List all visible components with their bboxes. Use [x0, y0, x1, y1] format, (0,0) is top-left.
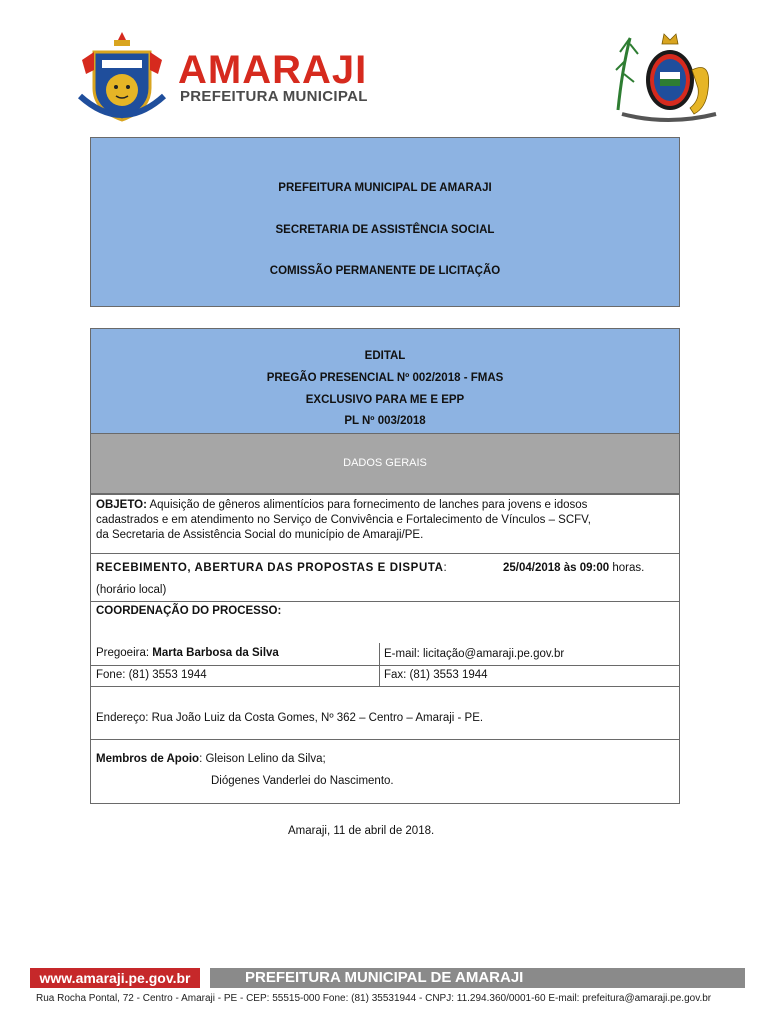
fax-contact: Fax: (81) 3553 1944: [384, 669, 488, 681]
pregoeira: Pregoeira: Marta Barbosa da Silva: [96, 647, 279, 659]
objeto-line3: da Secretaria de Assistência Social do município de Amaraji/PE.: [96, 529, 424, 541]
institution-box: [90, 137, 680, 307]
coat-of-arms-icon: [72, 30, 172, 128]
edital-pl: PL Nº 003/2018: [344, 415, 426, 427]
membros-apoio: Membros de Apoio: Gleison Lelino da Silva;: [96, 753, 326, 765]
edital-title: EDITAL: [364, 350, 406, 362]
footer-title: PREFEITURA MUNICIPAL DE AMARAJI: [210, 968, 745, 988]
institution-line-prefeitura: PREFEITURA MUNICIPAL DE AMARAJI: [278, 182, 492, 194]
edital-box: [90, 328, 680, 434]
edital-exclusivo: EXCLUSIVO PARA ME E EPP: [305, 394, 465, 406]
email-contact: E-mail: licitação@amaraji.pe.gov.br: [384, 648, 565, 660]
institution-line-secretaria: SECRETARIA DE ASSISTÊNCIA SOCIAL: [275, 224, 495, 236]
endereco: Endereço: Rua João Luiz da Costa Gomes, Nº 362 – Centro – Amaraji - PE.: [96, 712, 484, 724]
dados-table: [90, 494, 680, 804]
date-place: Amaraji, 11 de abril de 2018.: [288, 825, 435, 837]
brand-name: AMARAJI: [178, 48, 368, 92]
recebimento-label: RECEBIMENTO, ABERTURA DAS PROPOSTAS E DISPUTA:: [96, 562, 447, 574]
divider: [91, 665, 679, 666]
objeto-label: OBJETO:: [96, 499, 147, 511]
footer-address: Rua Rocha Pontal, 72 - Centro - Amaraji - PE - CEP: 55515-000 Fone: (81) 35531944 - CNPJ: 11.294.360/0001-60 E-mail: prefeitura@amaraji.pe.gov.br: [36, 993, 712, 1004]
dados-gerais-header: DADOS GERAIS: [90, 434, 680, 494]
municipal-seal: [608, 30, 723, 125]
divider: [379, 643, 380, 686]
amaraji-logo: [72, 30, 382, 128]
divider: [91, 553, 679, 554]
recebimento-note: (horário local): [96, 584, 167, 596]
footer-website[interactable]: www.amaraji.pe.gov.br: [30, 968, 200, 988]
objeto-block: [96, 498, 676, 513]
brand-subtitle: PREFEITURA MUNICIPAL: [180, 88, 368, 105]
objeto-line2: cadastrados e em atendimento no Serviço de Convivência e Fortalecimento de Vínculos – SCFV,: [96, 514, 591, 526]
institution-line-comissao: COMISSÃO PERMANENTE DE LICITAÇÃO: [269, 265, 501, 277]
coordenacao-label: COORDENAÇÃO DO PROCESSO:: [96, 605, 282, 617]
divider: [91, 686, 679, 687]
municipal-seal-icon: [608, 30, 723, 125]
edital-pregao: PREGÃO PRESENCIAL Nº 002/2018 - FMAS: [266, 372, 504, 384]
fone-contact: Fone: (81) 3553 1944: [96, 669, 207, 681]
objeto-line1: Aquisição de gêneros alimentícios para fornecimento de lanches para jovens e idosos: [149, 499, 588, 511]
divider: [91, 739, 679, 740]
divider: [91, 601, 679, 602]
recebimento-datetime: 25/04/2018 às 09:00 horas.: [503, 562, 645, 574]
membro-diogenes: Diógenes Vanderlei do Nascimento.: [211, 775, 394, 787]
